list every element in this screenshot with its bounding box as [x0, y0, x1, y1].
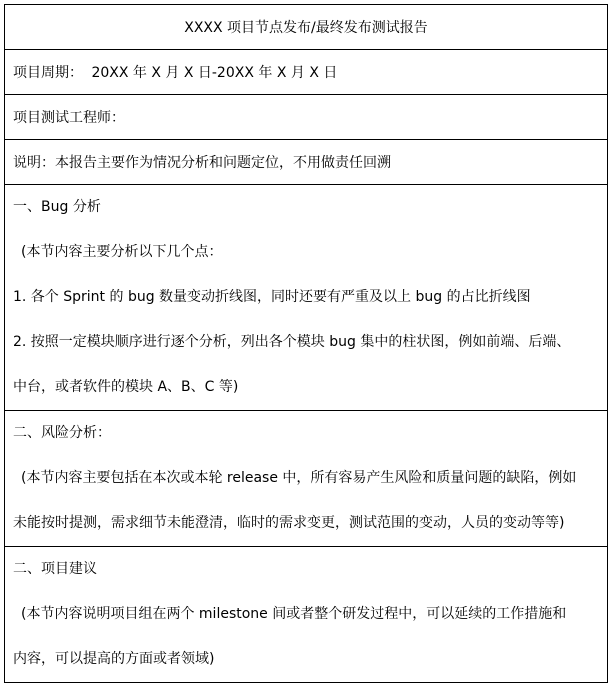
bug-analysis-heading: 一、Bug 分析: [13, 199, 101, 215]
bug-analysis-line: 中台，或者软件的模块 A、B、C 等): [13, 379, 239, 395]
engineer-label: 项目测试工程师：: [5, 95, 608, 140]
title-row: [5, 5, 608, 50]
bug-analysis-line: 2. 按照一定模块顺序进行逐个分析，列出各个模块 bug 集中的柱状图，例如前端、后端、: [13, 334, 571, 350]
project-period-row: [5, 50, 608, 95]
risk-analysis-line: (本节内容主要包括在本次或本轮 release 中，所有容易产生风险和质量问题的缺陷，例如: [21, 470, 577, 486]
risk-analysis-section: [5, 411, 608, 547]
project-advice-section: [5, 547, 608, 683]
project-period-cell: [5, 50, 608, 95]
bug-analysis-line: (本节内容主要分析以下几个点：: [21, 244, 223, 260]
project-advice-line: (本节内容说明项目组在两个 milestone 间或者整个研发过程中，可以延续的工作措施和: [21, 606, 567, 622]
report-table: [4, 4, 608, 683]
project-advice-line: 内容，可以提高的方面或者领域): [13, 651, 215, 667]
project-period-label: 项目周期：: [13, 65, 83, 81]
risk-analysis-heading: 二、风险分析：: [13, 425, 111, 441]
note-row: [5, 140, 608, 185]
risk-analysis-line: 未能按时提测，需求细节未能澄清，临时的需求变更，测试范围的变动，人员的变动等等): [13, 515, 565, 531]
project-period-value: 20XX 年 X 月 X 日-20XX 年 X 月 X 日: [91, 65, 338, 81]
bug-analysis-section: [5, 185, 608, 411]
report-note: 说明：本报告主要作为情况分析和问题定位，不用做责任回溯: [5, 140, 608, 185]
engineer-row: [5, 95, 608, 140]
bug-analysis-line: 1. 各个 Sprint 的 bug 数量变动折线图，同时还要有严重及以上 bug 的占比折线图: [13, 289, 531, 305]
project-advice-heading: 二、项目建议: [13, 561, 97, 577]
report-title: XXXX 项目节点发布/最终发布测试报告: [5, 5, 608, 50]
